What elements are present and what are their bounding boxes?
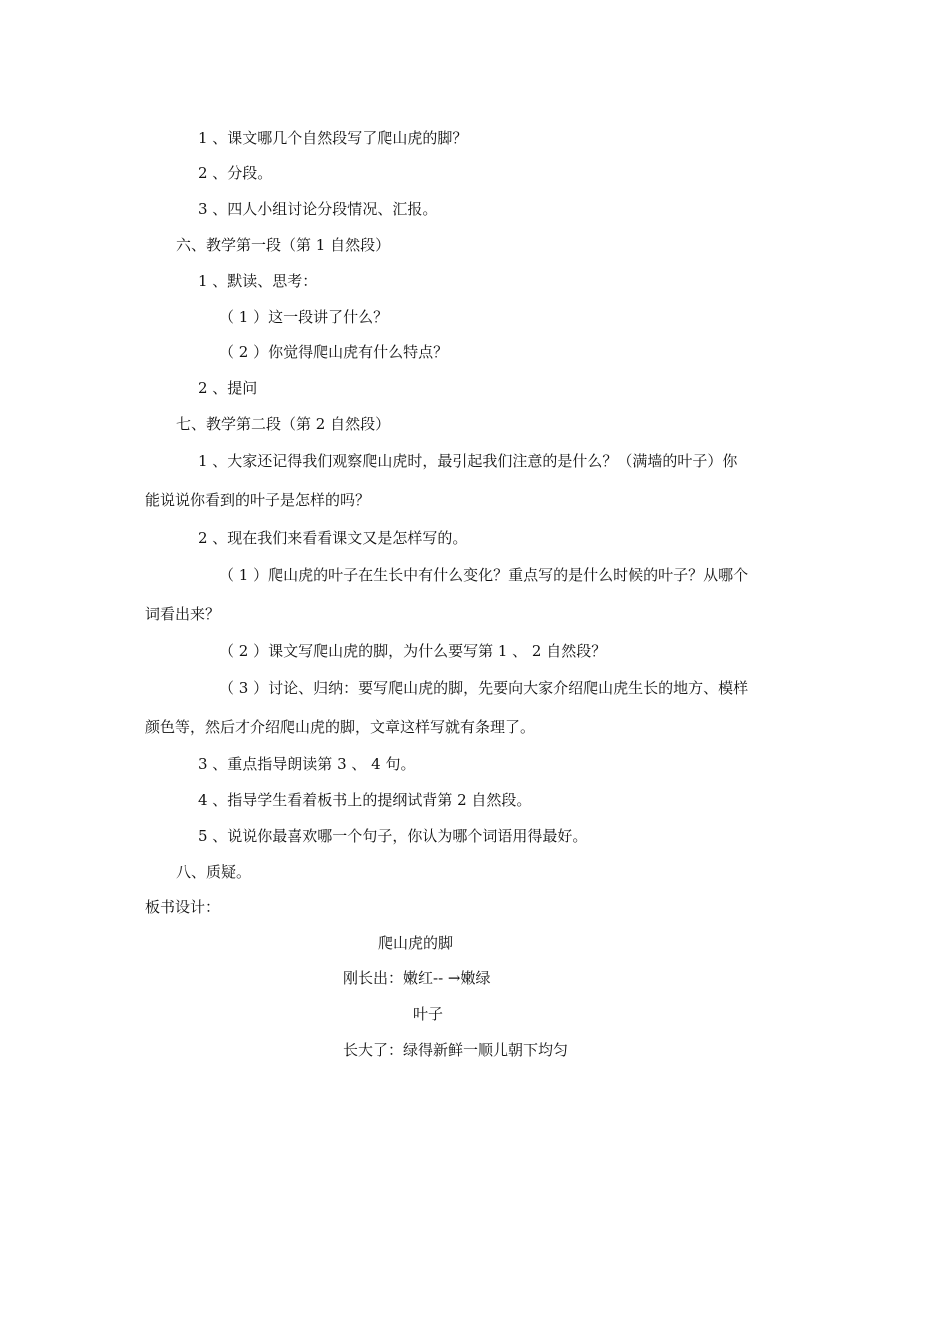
text-line: （ 2 ）你觉得爬山虎有什么特点？ <box>219 343 449 361</box>
text-line: （ 3 ）讨论、归纳：要写爬山虎的脚，先要向大家介绍爬山虎生长的地方、模样 <box>219 679 749 697</box>
text-line: （ 2 ）课文写爬山虎的脚，为什么要写第 1 、 2 自然段？ <box>219 642 607 660</box>
text-line: 颜色等，然后才介绍爬山虎的脚，文章这样写就有条理了。 <box>145 718 536 736</box>
board-line: 刚长出：嫩红-- →嫩绿 <box>343 969 491 987</box>
section-heading: 六、教学第一段（第 1 自然段） <box>176 236 391 254</box>
text-line: 2 、现在我们来看看课文又是怎样写的。 <box>198 529 468 547</box>
board-line: 叶子 <box>413 1005 444 1023</box>
board-line: 长大了：绿得新鲜一顺儿朝下均匀 <box>343 1041 569 1059</box>
text-line: （ 1 ）爬山虎的叶子在生长中有什么变化？重点写的是什么时候的叶子？从哪个 <box>219 566 749 584</box>
text-line: 1 、课文哪几个自然段写了爬山虎的脚？ <box>198 129 468 147</box>
section-heading: 七、教学第二段（第 2 自然段） <box>176 415 391 433</box>
text-line: 1 、默读、思考： <box>198 272 318 290</box>
text-line: 能说说你看到的叶子是怎样的吗？ <box>145 491 371 509</box>
text-line: （ 1 ）这一段讲了什么？ <box>219 308 389 326</box>
text-line: 5 、说说你最喜欢哪一个句子，你认为哪个词语用得最好。 <box>198 827 588 845</box>
board-title: 爬山虎的脚 <box>378 934 454 952</box>
text-line: 3 、四人小组讨论分段情况、汇报。 <box>198 200 438 218</box>
text-line: 4 、指导学生看着板书上的提纲试背第 2 自然段。 <box>198 791 532 809</box>
text-line: 2 、提问 <box>198 379 258 397</box>
text-line: 3 、重点指导朗读第 3 、 4 句。 <box>198 755 416 773</box>
text-line: 1 、大家还记得我们观察爬山虎时，最引起我们注意的是什么？（满墙的叶子）你 <box>198 452 738 470</box>
text-line: 2 、分段。 <box>198 164 273 182</box>
text-line: 词看出来？ <box>145 605 221 623</box>
board-design-label: 板书设计： <box>145 898 221 916</box>
section-heading: 八、质疑。 <box>176 863 252 881</box>
